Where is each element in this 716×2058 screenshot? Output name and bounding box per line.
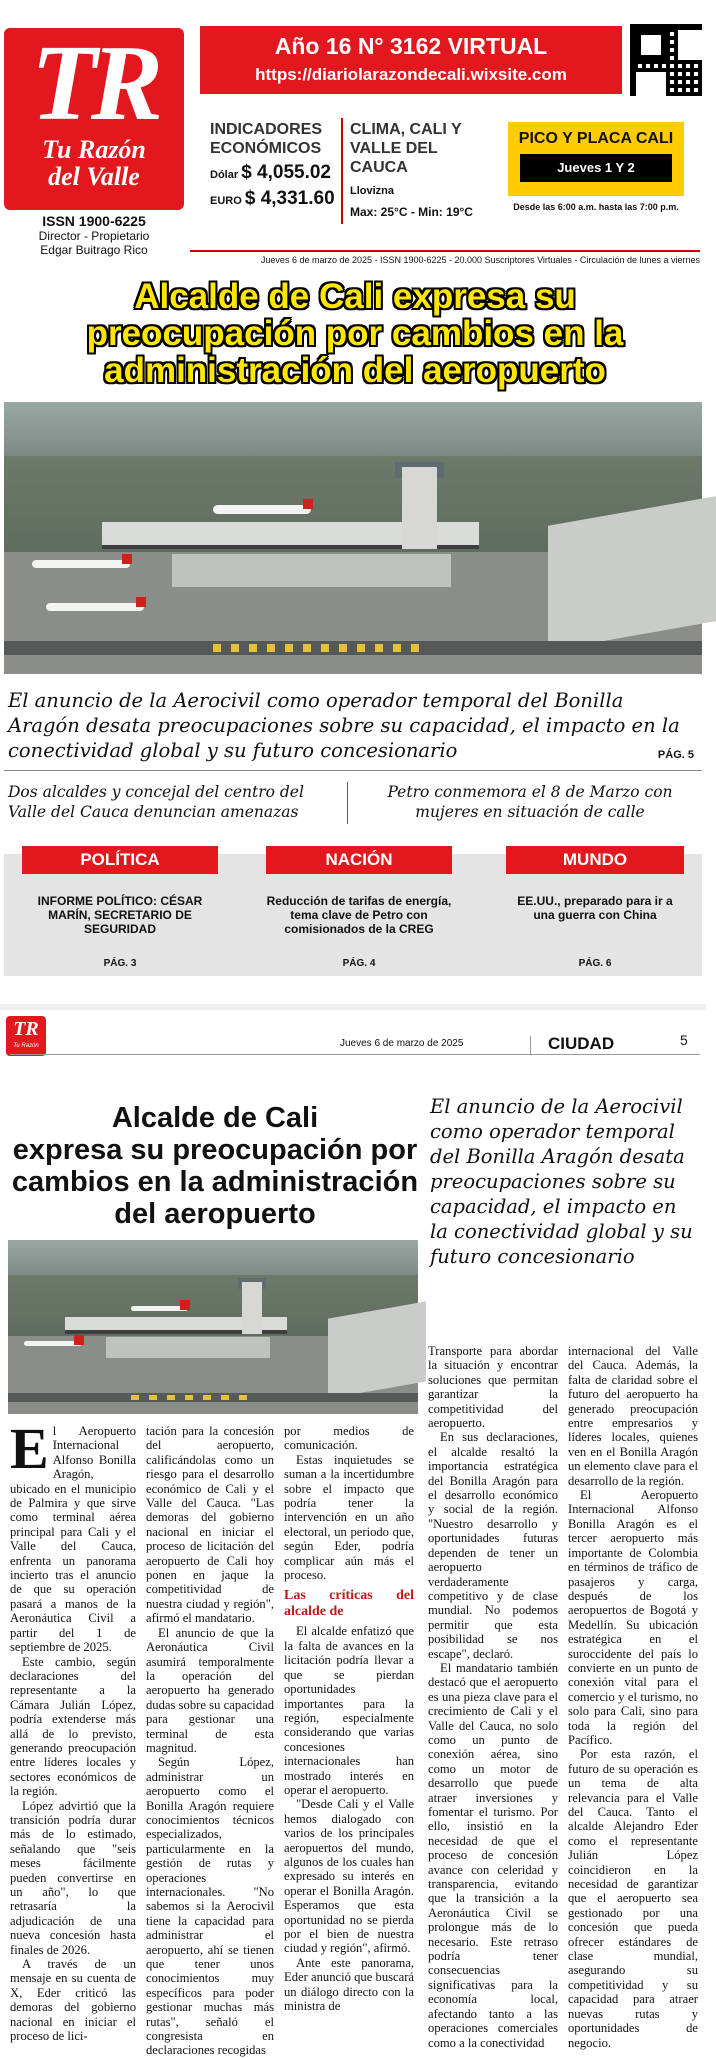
section-page: PÁG. 3: [103, 958, 137, 969]
front-subhead: El anuncio de la Aerocivil como operador temporal del Bonilla Aragón desata preocupaciones sobre su capacidad, el impacto en la conectividad global y su futuro concesionario: [8, 689, 680, 762]
col3-paragraph-3: El alcalde enfatizó que la falta de avances en la licitación podría llevar a que se pierdan oportunidades importantes para la región, especialmente considerando que varias concesiones internacionales han mostrado interés en operar el aeropuerto.: [284, 1624, 414, 1797]
euro-value: $ 4,331.60: [244, 188, 335, 209]
col3-paragraph-1: por medios de comunicación.: [284, 1424, 414, 1453]
title-line-4: del aeropuerto: [114, 1198, 316, 1230]
weather-state: Llovizna: [350, 185, 395, 197]
euro-label: EURO: [210, 195, 242, 207]
logo-letters: TR: [30, 24, 157, 143]
logo-name-line2: del Valle: [48, 162, 140, 191]
subhead-page-ref[interactable]: PÁG. 5: [657, 749, 694, 761]
section-label: NACIÓN: [266, 846, 452, 874]
teaser-right[interactable]: Petro conmemora el 8 de Marzo con mujeres en situación de calle: [387, 783, 673, 821]
article-deck: El anuncio de la Aerocivil como operador temporal del Bonilla Aragón desata preocupaciones sobre su capacidad, el impacto en la conectividad global y su futuro concesionario: [430, 1095, 693, 1268]
col3-paragraph-5: Ante este panorama, Eder anunció que buscará un diálogo directo con la ministra de: [284, 1955, 414, 2014]
title-line-2: expresa su preocupación por: [12, 1134, 418, 1166]
col3-paragraph-4: "Desde Cali y el Valle hemos dialogado con varios de los principales aeropuertos del mundo, algunos de los cuales han expresado su interés en operar el Bonilla Aragón. Esperamos que esta oportunidad no se pierda por el bien de nuestra ciudad y región", afirmó.: [284, 1797, 414, 1956]
qr-code-icon[interactable]: [630, 24, 702, 96]
issn: ISSN 1900-6225: [42, 213, 146, 229]
section-page: PÁG. 6: [578, 958, 612, 969]
page-number: 5: [680, 1032, 688, 1048]
indicators-title-1: INDICADORES: [210, 121, 323, 138]
dateline: Jueves 6 de marzo de 2025 - ISSN 1900-6225 - 20.000 Suscriptores Virtuales - Circulación de lunes a viernes: [190, 250, 700, 265]
weather-temp: Max: 25°C - Min: 19°C: [350, 205, 473, 219]
section-text: EE.UU., preparado para ir a una guerra con China: [517, 894, 673, 922]
col4-paragraph-2: En sus declaraciones, el alcalde resaltó la importancia estratégica del Bonilla Aragón para el desarrollo económico y social de la región. "Nuestro desarrollo y oportunidades futuras dependen de tener un aeropuerto verdaderamente competitivo y de clase mundial. No podemos permitir que esta posibilidad se nos escape", declaró.: [428, 1430, 558, 1661]
article-column-4: [428, 1344, 558, 2050]
col1-paragraph-4: A través de un mensaje en su cuenta de X, Eder criticó las demoras del gobierno nacional en iniciar el proceso de lici-: [10, 1957, 136, 2044]
weather-title-1: CLIMA, CALI Y: [350, 121, 462, 138]
article-column-3: [284, 1424, 414, 2013]
weather-box: [350, 120, 480, 219]
col3-subheading: Las críticas del alcalde de: [284, 1588, 414, 1620]
col2-paragraph-1: tación para la concesión del aeropuerto, calificándolas como un riesgo para el desarrollo económico de Cali y el Valle del Cauca. "Las demoras del gobierno nacional en iniciar el proceso de licitación del aeropuerto de Cali hoy ponen en jaque la competitividad de nuestra ciudad y región", afirmó el mandatario.: [146, 1424, 274, 1626]
airport-photo: [4, 402, 702, 674]
section-text: INFORME POLÍTICO: CÉSAR MARÍN, SECRETARIO DE SEGURIDAD: [37, 894, 203, 936]
title-line-3: cambios en la administración: [11, 1166, 419, 1198]
edition-banner: [200, 26, 622, 94]
euro-rate: [210, 188, 340, 210]
teaser-left[interactable]: Dos alcaldes y concejal del centro del Valle del Cauca denuncian amenazas: [8, 783, 304, 821]
pico-hours: Desde las 6:00 a.m. hasta las 7:00 p.m.: [513, 202, 679, 212]
section-page: PÁG. 4: [342, 958, 376, 969]
headline-line-2: preocupación por cambios en la: [86, 314, 624, 353]
section-text: Reducción de tarifas de energía, tema clave de Petro con comisionados de la CREG: [266, 894, 452, 936]
dollar-label: Dólar: [210, 169, 239, 181]
dollar-rate: [210, 162, 340, 184]
front-headline[interactable]: [10, 278, 700, 389]
section-mundo[interactable]: [506, 850, 684, 976]
col3-paragraph-2: Estas inquietudes se suman a la incertidumbre sobre el impacto que podría tener la intervención en un año electoral, un periodo que, según Eder, podría complicar aún más el proceso.: [284, 1452, 414, 1583]
dollar-value: $ 4,055.02: [241, 162, 331, 183]
page-section: CIUDAD: [548, 1034, 615, 1053]
logo-name-line1: Tu Razón: [42, 135, 146, 164]
pico-days: Jueves 1 Y 2: [520, 154, 672, 182]
col1-paragraph-2: Este cambio, según declaraciones del representante a la Cámara Julián López, podría extenderse más allá de lo previsto, generando preocupación entre líderes locales y sectores económicos de la región.: [10, 1654, 136, 1799]
col5-paragraph-1: internacional del Valle del Cauca. Además, la falta de claridad sobre el futuro del aeropuerto ha generado preocupación entre empresarios y líderes locales, quienes ven en el Bonilla Aragón un elemento clave para el desarrollo de la región.: [568, 1344, 698, 1488]
section-teasers: [4, 850, 702, 976]
header-divider: [530, 1036, 531, 1054]
newspaper-logo: [4, 24, 184, 210]
masthead-divider: [341, 118, 343, 224]
col5-paragraph-3: Por esta razón, el futuro de su operación es un tema de alta relevancia para el Valle del Cauca. Tanto el alcalde Alejandro Eder como el representante Julián López coincidieron en la necesidad de garantizar que el aeropuerto sea gestionado por una concesión que pueda ofrecer estándares de clase mundial, asegurando su competitividad y su capacidad para atraer nuevas rutas y oportunidades de negocio.: [568, 1747, 698, 2050]
director-label: Director - Propietario: [38, 229, 150, 243]
section-label: MUNDO: [506, 846, 684, 874]
weather-title-2: VALLE DEL CAUCA: [350, 140, 438, 176]
director-name: Edgar Buitrago Rico: [40, 243, 148, 257]
article-column-5: [568, 1344, 698, 2050]
page-logo-name: Tu Razón: [13, 1043, 39, 1049]
website-link[interactable]: https://diariolarazondecali.wixsite.com: [255, 65, 567, 84]
economic-indicators: [210, 120, 340, 210]
front-page: [0, 0, 706, 1005]
col2-paragraph-3: Según López, administrar un aeropuerto como el Bonilla Aragón requiere conocimientos técnicos especializados, particularmente en la gestión de rutas y operaciones internacionales. "No sabemos si la Aerocivil tiene la capacidad para administrar el aeropuerto, ahí se tienen que tener unos conocimientos muy específicos para poder gestionar muchas más rutas", señaló el congresista en declaraciones recogidas: [146, 1755, 274, 2058]
col1-paragraph-3: López advirtió que la transición podría durar más de lo estimado, señalando que "seis meses fácilmente pueden convertirse en un año", lo que retrasaría la adjudicación de una nueva concesión hasta finales de 2026.: [10, 1798, 136, 1957]
edition-number: Año 16 N° 3162 VIRTUAL: [274, 33, 548, 59]
title-line-1: Alcalde de Cali: [111, 1102, 319, 1134]
teaser-divider: [347, 782, 348, 824]
section-label: POLÍTICA: [22, 846, 218, 874]
col2-paragraph-2: El anuncio de que la Aeronáutica Civil asumirá temporalmente la operación del aeropuerto ha generado dudas sobre su capacidad para gestionar una terminal de esta magnitud.: [146, 1625, 274, 1755]
header-rule: [10, 1054, 700, 1055]
article-photo: [8, 1240, 418, 1414]
pico-y-placa-box: [508, 122, 684, 220]
col4-paragraph-3: El mandatario también destacó que el aeropuerto es una pieza clave para el crecimiento de Cali y el Valle del Cauca, no solo como un punto de conexión aérea, sino como un motor de desarrollo que puede atraer inversiones y fomentar el turismo. Por ello, insistió en la necesidad de que el proceso de concesión avance con celeridad y transparencia, evitando que la transición a la Aeronáutica Civil se prolongue más de lo necesario. Este retraso podría tener consecuencias significativas para la economía local, afectando tanto a las operaciones comerciales como a la conectividad: [428, 1660, 558, 2050]
front-divider: [4, 770, 702, 771]
issn-block: [4, 213, 184, 257]
article-title: [10, 1102, 420, 1230]
col1-paragraph-1: l Aeropuerto Internacional Alfonso Bonilla Aragón, ubicado en el municipio de Palmira y que sirve como terminal aérea principal para Cali y el Valle del Cauca, enfrenta un panorama incierto tras el anuncio de que su operación pasará a manos de la Aeronáutica Civil a partir del 1 de septiembre de 2025.: [10, 1424, 136, 1655]
headline-line-1: Alcalde de Cali expresa su: [134, 277, 576, 316]
page-logo: [6, 1016, 46, 1056]
article-column-2: [146, 1424, 274, 2058]
col4-paragraph-1: Transporte para abordar la situación y encontrar soluciones que permitan garantizar la competitividad del aeropuerto.: [428, 1344, 558, 1431]
section-politica[interactable]: [22, 850, 218, 976]
drop-cap: E: [10, 1416, 49, 1481]
page-logo-letters: TR: [13, 1018, 39, 1040]
headline-line-3: administración del aeropuerto: [104, 351, 606, 390]
article-page: [0, 1010, 706, 2058]
indicators-title-2: ECONÓMICOS: [210, 140, 322, 157]
col5-paragraph-2: El Aeropuerto Internacional Alfonso Bonilla Aragón es el tercer aeropuerto más importante de Colombia en términos de tráfico de pasajeros y carga, después de los aeropuertos de Bogotá y Medellín. Su ubicación estratégica en el suroccidente del país lo convierte en un punto de conexión vital para el comercio y el turismo, no solo para Cali, sino para toda la región del Pacífico.: [568, 1488, 698, 1747]
page-date: Jueves 6 de marzo de 2025: [340, 1038, 464, 1049]
pico-title: PICO Y PLACA CALI: [518, 130, 674, 147]
article-column-1: [10, 1416, 136, 2044]
section-nacion[interactable]: [266, 850, 452, 976]
